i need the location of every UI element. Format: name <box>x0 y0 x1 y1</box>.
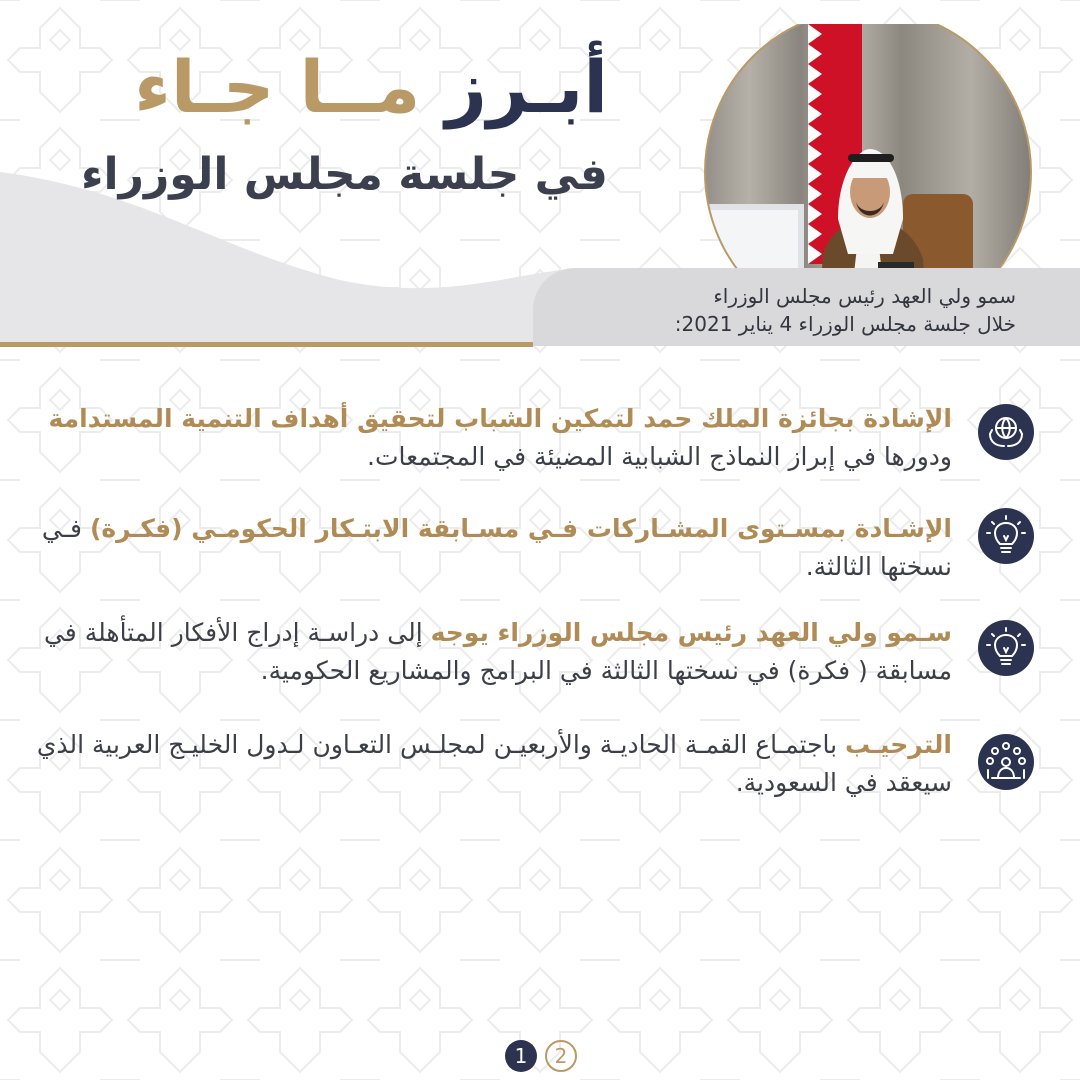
item-1-highlight: الإشادة بجائزة الملك حمد لتمكين الشباب لتحقيق أهداف التنمية المستدامة <box>48 404 952 433</box>
item-3-body: إلى دراسـة إدراج الأفكار المتأهلة في مسابقة ( فكرة) في نسختها الثالثة في البرامج والمشاريع الحكومية. <box>43 618 952 685</box>
item-text-2 <box>22 510 952 586</box>
subheadline: في جلسة مجلس الوزراء <box>81 149 608 200</box>
lightbulb-icon <box>978 508 1034 564</box>
summit-group-icon <box>978 734 1034 790</box>
photo-caption <box>536 282 1016 338</box>
page-1-dot[interactable]: 1 <box>505 1040 537 1072</box>
caption-line-1: سمو ولي العهد رئيس مجلس الوزراء <box>713 284 1016 308</box>
page-2-dot[interactable]: 2 <box>545 1040 577 1072</box>
item-4-body: باجتمـاع القمـة الحاديـة والأربعيـن لمجلـس التعـاون لـدول الخليـج العربية الذي سيعقد في السعودية. <box>36 730 952 797</box>
item-3-highlight: سـمو ولي العهد رئيس مجلس الوزراء يوجه <box>430 618 952 647</box>
globe-hands-icon <box>978 404 1034 460</box>
item-1-body: ودورها في إبراز النماذج الشبابية المضيئة في المجتمعات. <box>367 442 952 471</box>
item-text-3 <box>22 614 952 690</box>
headline-dark-word: أبـرز <box>445 45 608 129</box>
item-text-1 <box>22 400 952 476</box>
item-2-body: فـي نسختها الثالثة. <box>41 514 952 581</box>
headline-gold-words: مــا جـاء <box>134 45 421 129</box>
item-text-4 <box>22 726 952 802</box>
caption-line-2: خلال جلسة مجلس الوزراء 4 يناير 2021: <box>674 312 1016 336</box>
item-4-highlight: الترحيـب <box>845 730 952 759</box>
gold-divider <box>0 342 533 347</box>
headline <box>134 42 608 132</box>
page-indicator <box>503 1040 583 1074</box>
lightbulb-icon <box>978 620 1034 676</box>
item-2-highlight: الإشـادة بمسـتوى المشـاركات فـي مسـابقة الابتـكار الحكومـي (فكـرة) <box>89 514 952 543</box>
